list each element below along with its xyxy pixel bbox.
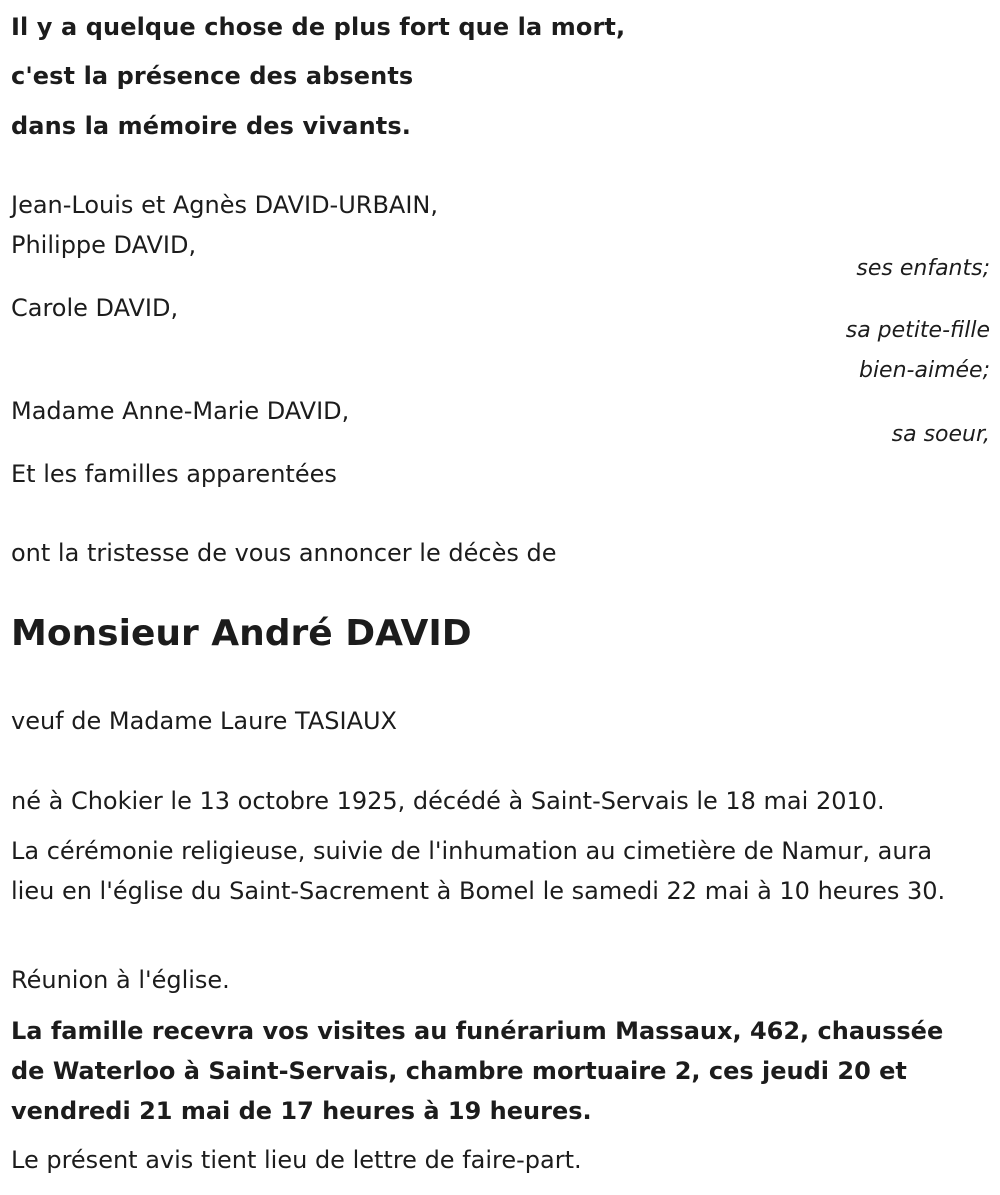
quote-line-3: dans la mémoire des vivants. (11, 112, 411, 140)
quote-line-2: c'est la présence des absents (11, 62, 414, 90)
birth-death-dates: né à Chokier le 13 octobre 1925, décédé à Saint-Servais le 18 mai 2010. (11, 787, 885, 815)
children-names-line-1: Jean-Louis et Agnès DAVID-URBAIN, (11, 191, 438, 219)
granddaughter-role-line-1: sa petite-fille (845, 318, 990, 343)
children-role: ses enfants; (856, 256, 990, 281)
children-names-line-2: Philippe DAVID, (11, 231, 197, 259)
ceremony-details: La cérémonie religieuse, suivie de l'inhumation au cimetière de Namur, aura lieu en l'église du Saint-Sacrement à Bomel le samedi 22 mai à 10 heures 30. (11, 837, 946, 905)
announcement-text: ont la tristesse de vous annoncer le décès de (11, 539, 557, 567)
sister-role: sa soeur, (891, 422, 990, 447)
meeting-place: Réunion à l'église. (11, 966, 230, 994)
granddaughter-role-line-2: bien-aimée; (858, 358, 990, 383)
granddaughter-name: Carole DAVID, (11, 294, 179, 322)
sister-name: Madame Anne-Marie DAVID, (11, 397, 350, 425)
widower-of: veuf de Madame Laure TASIAUX (11, 707, 397, 735)
closing-note: Le présent avis tient lieu de lettre de faire-part. (11, 1146, 582, 1174)
quote-line-1: Il y a quelque chose de plus fort que la mort, (11, 13, 626, 41)
visits-details: La famille recevra vos visites au funérarium Massaux, 462, chaussée de Waterloo à Saint-Servais, chambre mortuaire 2, ces jeudi 20 et vendredi 21 mai de 17 heures à 19 heures. (11, 1017, 944, 1125)
relatives: Et les familles apparentées (11, 460, 337, 488)
deceased-name: Monsieur André DAVID (11, 613, 472, 654)
